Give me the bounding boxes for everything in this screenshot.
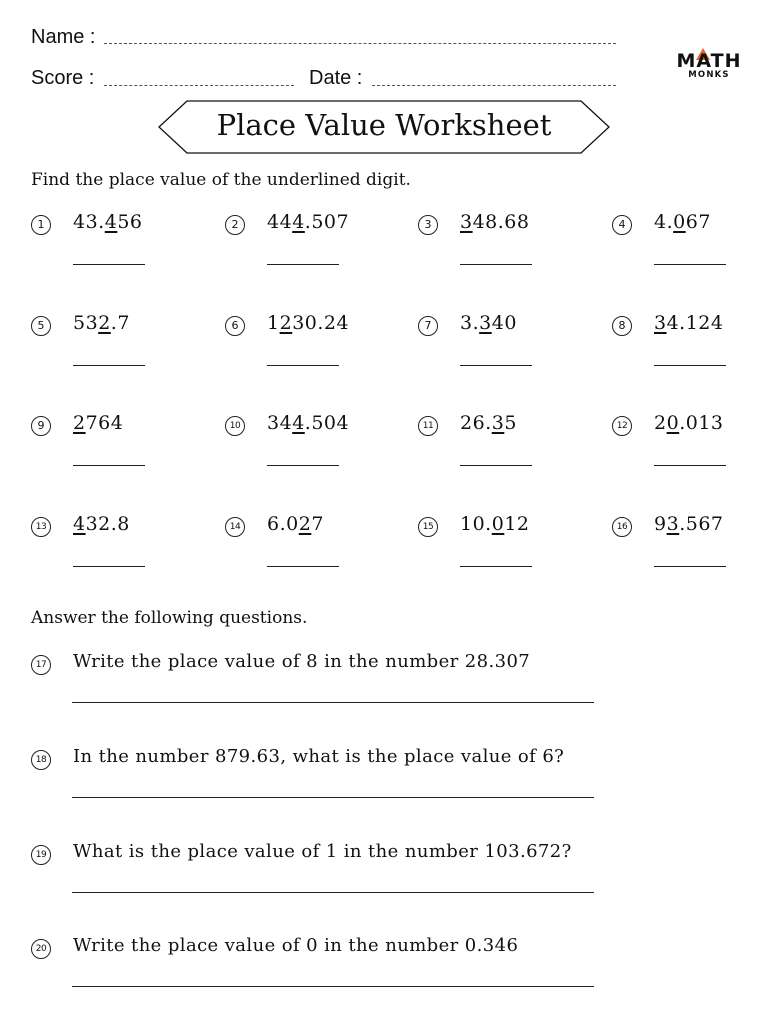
number-suffix: 48.68 xyxy=(472,211,530,233)
number-prefix: 1 xyxy=(267,312,280,334)
answer-line[interactable] xyxy=(72,702,594,703)
question-number-badge: 18 xyxy=(31,750,51,770)
problem-number-badge: 12 xyxy=(612,416,632,436)
number-suffix: 7 xyxy=(311,513,324,535)
number-prefix: 4. xyxy=(654,211,674,233)
number-suffix: .7 xyxy=(110,312,130,334)
question-text: In the number 879.63, what is the place value of 6? xyxy=(73,746,565,767)
underlined-digit: 3 xyxy=(666,513,680,535)
logo-top-text: MATH xyxy=(676,50,742,72)
number-prefix: 6.0 xyxy=(267,513,299,535)
underlined-digit: 0 xyxy=(666,412,680,434)
score-label: Score : xyxy=(31,67,95,89)
number-suffix: 764 xyxy=(85,412,124,434)
number-suffix: 40 xyxy=(491,312,517,334)
problem-number-badge: 2 xyxy=(225,215,245,235)
problem-number-badge: 14 xyxy=(225,517,245,537)
number-suffix: 4.124 xyxy=(666,312,724,334)
problem-number-badge: 8 xyxy=(612,316,632,336)
problem-number-badge: 3 xyxy=(418,215,438,235)
underlined-digit: 3 xyxy=(491,412,505,434)
logo-bottom-text: MONKS xyxy=(688,70,730,80)
name-label: Name : xyxy=(31,26,96,48)
number-prefix: 34 xyxy=(267,412,293,434)
answer-line[interactable] xyxy=(654,264,726,265)
number-prefix: 26. xyxy=(460,412,492,434)
number-suffix: 5 xyxy=(504,412,517,434)
answer-line[interactable] xyxy=(267,365,339,366)
problem-number-value xyxy=(654,312,724,334)
number-suffix: 32.8 xyxy=(85,513,130,535)
number-prefix: 9 xyxy=(654,513,667,535)
question-text: Write the place value of 8 in the number 28.307 xyxy=(73,651,531,672)
question-number-badge: 17 xyxy=(31,655,51,675)
answer-line[interactable] xyxy=(460,465,532,466)
number-prefix: 10. xyxy=(460,513,492,535)
math-monks-logo xyxy=(676,50,744,84)
answer-line[interactable] xyxy=(73,264,145,265)
problem-number-badge: 13 xyxy=(31,517,51,537)
problem-number-value xyxy=(73,312,130,334)
underlined-digit: 2 xyxy=(73,412,86,434)
problem-number-value xyxy=(73,211,143,233)
problem-number-value xyxy=(460,312,517,334)
problem-number-badge: 10 xyxy=(225,416,245,436)
question-number-badge: 20 xyxy=(31,939,51,959)
number-suffix: 67 xyxy=(685,211,711,233)
problem-number-value xyxy=(654,412,724,434)
problem-number-badge: 7 xyxy=(418,316,438,336)
underlined-digit: 3 xyxy=(479,312,492,334)
number-suffix: 56 xyxy=(117,211,143,233)
answer-line[interactable] xyxy=(654,465,726,466)
number-suffix: .507 xyxy=(304,211,350,233)
underlined-digit: 2 xyxy=(98,312,111,334)
date-field[interactable] xyxy=(372,85,616,86)
underlined-digit: 0 xyxy=(491,513,505,535)
answer-line[interactable] xyxy=(267,264,339,265)
answer-line[interactable] xyxy=(73,365,145,366)
page-title: Place Value Worksheet xyxy=(216,108,552,142)
problem-number-badge: 11 xyxy=(418,416,438,436)
date-label: Date : xyxy=(309,67,363,89)
problem-number-value xyxy=(654,513,724,535)
underlined-digit: 2 xyxy=(298,513,312,535)
problem-number-value xyxy=(267,513,324,535)
number-prefix: 3. xyxy=(460,312,480,334)
problem-number-badge: 6 xyxy=(225,316,245,336)
problem-number-value xyxy=(460,211,530,233)
problem-number-value xyxy=(460,513,530,535)
number-suffix: .504 xyxy=(304,412,350,434)
problem-number-badge: 5 xyxy=(31,316,51,336)
underlined-digit: 2 xyxy=(279,312,293,334)
answer-line[interactable] xyxy=(73,566,145,567)
problem-number-value xyxy=(460,412,517,434)
problem-number-badge: 1 xyxy=(31,215,51,235)
problem-number-badge: 16 xyxy=(612,517,632,537)
underlined-digit: 3 xyxy=(460,211,473,233)
question-text: Write the place value of 0 in the number 0.346 xyxy=(73,935,519,956)
answer-line[interactable] xyxy=(267,566,339,567)
answer-line[interactable] xyxy=(460,264,532,265)
problem-number-value xyxy=(267,211,349,233)
number-suffix: .013 xyxy=(679,412,724,434)
number-prefix: 2 xyxy=(654,412,667,434)
number-prefix: 44 xyxy=(267,211,293,233)
problem-number-value xyxy=(73,513,130,535)
problem-number-badge: 9 xyxy=(31,416,51,436)
answer-line[interactable] xyxy=(72,797,594,798)
question-number-badge: 19 xyxy=(31,845,51,865)
problem-number-value xyxy=(267,312,349,334)
score-field[interactable] xyxy=(104,85,294,86)
answer-line[interactable] xyxy=(654,566,726,567)
answer-line[interactable] xyxy=(72,986,594,987)
answer-line[interactable] xyxy=(73,465,145,466)
problem-number-value xyxy=(654,211,711,233)
number-suffix: 12 xyxy=(504,513,530,535)
problem-number-value xyxy=(73,412,123,434)
number-suffix: 30.24 xyxy=(292,312,350,334)
number-prefix: 43. xyxy=(73,211,105,233)
answer-line[interactable] xyxy=(654,365,726,366)
section2-instruction: Answer the following questions. xyxy=(31,608,308,628)
underlined-digit: 4 xyxy=(104,211,118,233)
underlined-digit: 0 xyxy=(673,211,686,233)
answer-line[interactable] xyxy=(72,892,594,893)
underlined-digit: 4 xyxy=(292,412,305,434)
underlined-digit: 4 xyxy=(73,513,86,535)
number-prefix: 53 xyxy=(73,312,99,334)
problem-number-badge: 4 xyxy=(612,215,632,235)
problem-number-badge: 15 xyxy=(418,517,438,537)
question-text: What is the place value of 1 in the number 103.672? xyxy=(73,841,572,862)
underlined-digit: 3 xyxy=(654,312,667,334)
answer-line[interactable] xyxy=(460,365,532,366)
underlined-digit: 4 xyxy=(292,211,305,233)
number-suffix: .567 xyxy=(679,513,724,535)
name-field[interactable] xyxy=(104,43,616,44)
answer-line[interactable] xyxy=(460,566,532,567)
problem-number-value xyxy=(267,412,349,434)
section1-instruction: Find the place value of the underlined digit. xyxy=(31,170,411,190)
answer-line[interactable] xyxy=(267,465,339,466)
